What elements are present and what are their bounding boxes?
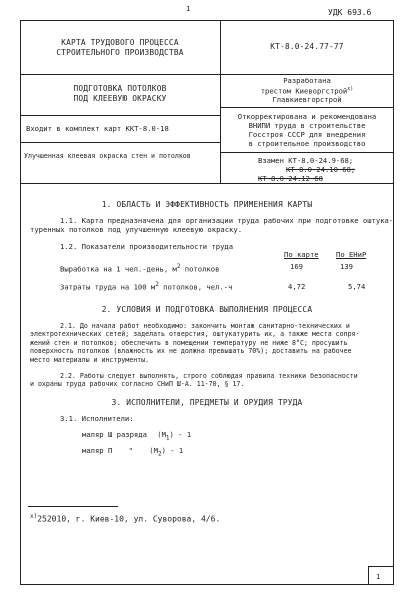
section1-title: 1. ОБЛАСТЬ И ЭФФЕКТИВНОСТЬ ПРИМЕНЕНИЯ КАРТЫ: [101, 200, 313, 209]
udk-code: УДК 693.6: [328, 8, 372, 17]
footnote: $^{x)}$252010, г. Киев-10, ул. Суворова, 4/6.: [30, 513, 221, 524]
page-frame: [20, 20, 394, 585]
section3-title: 3. ИСПОЛНИТЕЛИ, ПРЕДМЕТЫ И ОРУДИЯ ТРУДА: [111, 398, 303, 407]
row1-label: Выработка на 1 чел.-день, $м^2$ потолков: [60, 263, 220, 274]
row2-card-value: 4,72: [288, 282, 306, 291]
header-row-line-2: [20, 115, 220, 116]
worker-2: маляр П " $(М_2) - 1$: [82, 446, 184, 458]
page-mark: 1: [186, 4, 191, 13]
section3-p1: 3.1. Исполнители:: [60, 414, 134, 423]
section2-p2: 2.2. Работы следует выполнять, строго соблюдая правила техники безопасности и охраны труда рабочих согласно СНиП Ш-А. 11-70, § 17.: [30, 372, 358, 389]
corrected-by: Откорректирована и рекомендована ВНИПИ труда в строительстве Госстроя СССР для внедрения в строительное производство: [237, 112, 377, 148]
replaces-list: Взамен КТ-8.0-24.9-68; КТ-8.0-24.10-68; КТ-8.0-24.12-68: [258, 156, 356, 183]
card-code: КТ-8.0-24.77-77: [270, 42, 344, 51]
section2-p1: 2.1. До начала работ необходимо: закончить монтаж санитарно-технических и электротехнических сетей; заделать отверстия, оштукатурить их, а также места сопря- жений стен и потолков; обеспечить в помещении температуру не ниже 8°С; просушить поверхность потолков (влажность их не должна превышать 70%); доставить на рабочее место материалы и инструменты.: [30, 322, 360, 364]
section1-p1: 1.1. Карта предназначена для организации труда рабочих при подготовке оштука- туренных потолков под улучшенную клеевую окраску.: [30, 216, 394, 234]
row2-enir-value: 5,74: [348, 282, 366, 291]
footnote-rule: [28, 506, 118, 507]
improved-note: Улучшенная клеевая окраска стен и потолков: [24, 152, 191, 160]
row2-label: Затраты труда на 100 $м^2$ потолков, чел.-ч: [60, 281, 233, 292]
page-number-box-top: [368, 566, 394, 567]
page-number: 1: [376, 572, 381, 581]
row1-enir-value: 139: [340, 262, 353, 271]
header-row-line-3r: [220, 152, 394, 153]
header-row-line-2r: [220, 107, 394, 108]
section1-p2: 1.2. Показатели производительности труда: [60, 242, 234, 251]
row1-card-value: 169: [290, 262, 303, 271]
subject-title: ПОДГОТОВКА ПОТОЛКОВ ПОД КЛЕЕВУЮ ОКРАСКУ: [73, 84, 167, 103]
included-set: Входит в комплект карт ККТ-8.0-18: [26, 124, 169, 133]
section2-title: 2. УСЛОВИЯ И ПОДГОТОВКА ВЫПОЛНЕНИЯ ПРОЦЕССА: [101, 305, 313, 314]
header-row-line-3: [20, 142, 220, 143]
col-enir-header: По ЕНиР: [336, 250, 367, 259]
developed-by: Разработана трестом Киеворгстрой$^{x)}$ Главкиевгорстрой: [260, 76, 354, 105]
header-row-line-1: [20, 74, 394, 75]
page-number-box-left: [368, 566, 369, 585]
header-bottom-line: [20, 183, 394, 184]
card-title: КАРТА ТРУДОВОГО ПРОЦЕССА СТРОИТЕЛЬНОГО ПРОИЗВОДСТВА: [56, 38, 184, 57]
col-card-header: По карте: [284, 250, 319, 259]
worker-1: маляр Ш разряда $(М_1) - 1$: [82, 430, 192, 442]
